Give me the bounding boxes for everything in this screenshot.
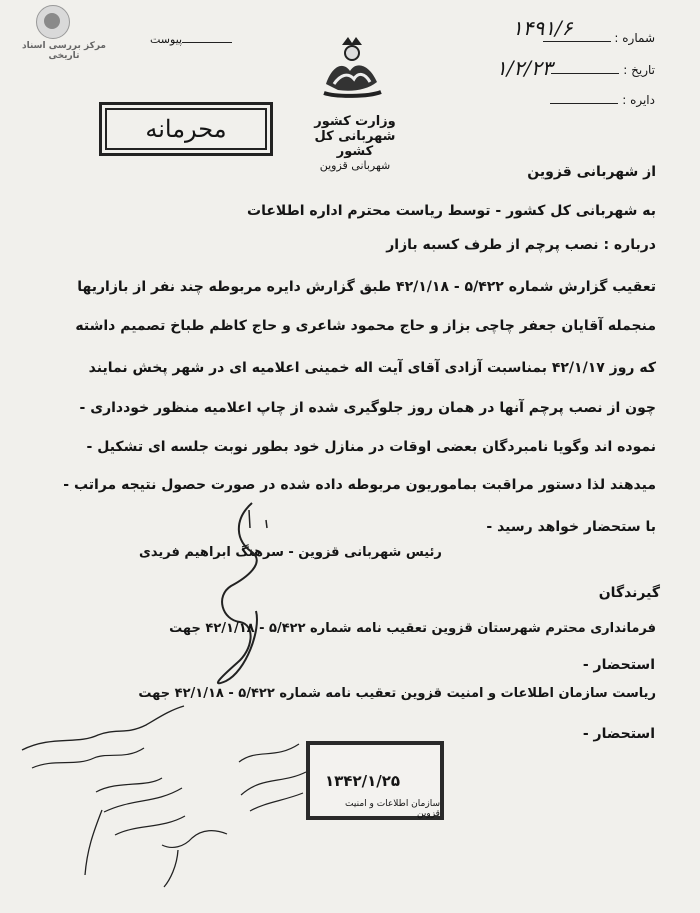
recipient-2: ریاست سازمان اطلاعات و امنیت قزوین تعقیب نامه شماره ۵/۴۲۲ - ۴۲/۱/۱۸ جهت — [138, 686, 656, 701]
received-stamp-label: سازمان اطلاعات و امنیت قزوین — [345, 799, 440, 819]
body-line-5: نموده اند وگویا نامبردگان بعضی اوقات در منازل خود بطور نوبت جلسه ای تشکیل - — [86, 439, 656, 455]
enclosure-line — [182, 42, 232, 43]
ministry-line-1: وزارت کشور — [314, 114, 396, 129]
number-label: شماره — [622, 31, 655, 45]
letter-to: به شهربانی کل کشور - توسط ریاست محترم اداره اطلاعات — [247, 203, 656, 219]
date-field: تاریخ : — [547, 63, 655, 77]
body-line-4: چون از نصب پرچم آنها در همان روز جلوگیری شده از چاپ اعلامیه منظور خودداری - — [79, 400, 656, 416]
archive-logo-text: مرکز بررسی اسناد تاریخی — [22, 41, 106, 61]
handwritten-date: ۱/۲/۲۳ — [496, 56, 553, 80]
enclosure-label: پیوست — [150, 33, 183, 46]
ministry-line-2: شهربانی کل کشور — [314, 129, 396, 159]
lion-and-sun-emblem-icon — [318, 35, 386, 100]
number-line — [543, 41, 611, 42]
received-stamp-date: ۱۳۴۲/۱/۲۵ — [325, 772, 401, 790]
body-line-6: میدهند لذا دستور مراقبت بماموریون مربوطه داده شده در صورت حصول نتیجه مراتب - — [63, 477, 656, 493]
confidential-stamp-text: محرمانه — [145, 115, 227, 143]
enclosure-field — [150, 33, 236, 46]
handwritten-marginal-notes-icon — [12, 690, 312, 890]
recipients-heading: گیرندگان — [598, 585, 660, 601]
confidential-stamp-box — [99, 102, 273, 156]
letter-from: از شهربانی قزوین — [527, 164, 656, 180]
ministry-line-3: شهربانی قزوین — [319, 159, 391, 172]
date-line — [551, 73, 619, 74]
department-label: دایره — [630, 93, 655, 107]
received-date-stamp — [306, 741, 444, 820]
number-field: شماره : — [539, 31, 655, 45]
body-line-2: منجمله آقایان جعفر چاچی بزاز و حاج محمود شاعری و حاج کاظم طباخ تصمیم داشته — [75, 318, 656, 334]
department-field: دایره : — [546, 93, 655, 107]
letter-subject: درباره : نصب پرچم از طرف کسبه بازار — [386, 237, 656, 253]
recipient-1: فرمانداری محترم شهرستان قزوین تعقیب نامه شماره ۵/۴۲۲ - ۴۲/۱/۱۸ جهت — [169, 621, 656, 636]
recipient-2-continuation: استحضار - — [582, 726, 655, 742]
body-line-3: که روز ۴۲/۱/۱۷ بمناسبت آزادی آقای آیت اله خمینی اعلامیه ای در شهر پخش نمایند — [88, 360, 656, 376]
sender-signature-line: رئیس شهربانی قزوین - سرهنگ ابراهیم فریدی — [139, 545, 442, 560]
date-label: تاریخ — [631, 63, 655, 77]
archive-badge-icon — [36, 5, 70, 39]
handwritten-number: ۱۴۹۱/۶ — [512, 16, 573, 40]
handwritten-signature-icon — [198, 500, 278, 690]
department-line — [550, 103, 618, 104]
body-line-7: با ستحضار خواهد رسید - — [486, 519, 656, 535]
archive-logo — [8, 5, 120, 61]
recipient-1-continuation: استحضار - — [582, 657, 655, 673]
body-line-1: تعقیب گزارش شماره ۵/۴۲۲ - ۴۲/۱/۱۸ طبق گزارش دایره مربوطه چند نفر از بازاریها — [77, 279, 656, 295]
